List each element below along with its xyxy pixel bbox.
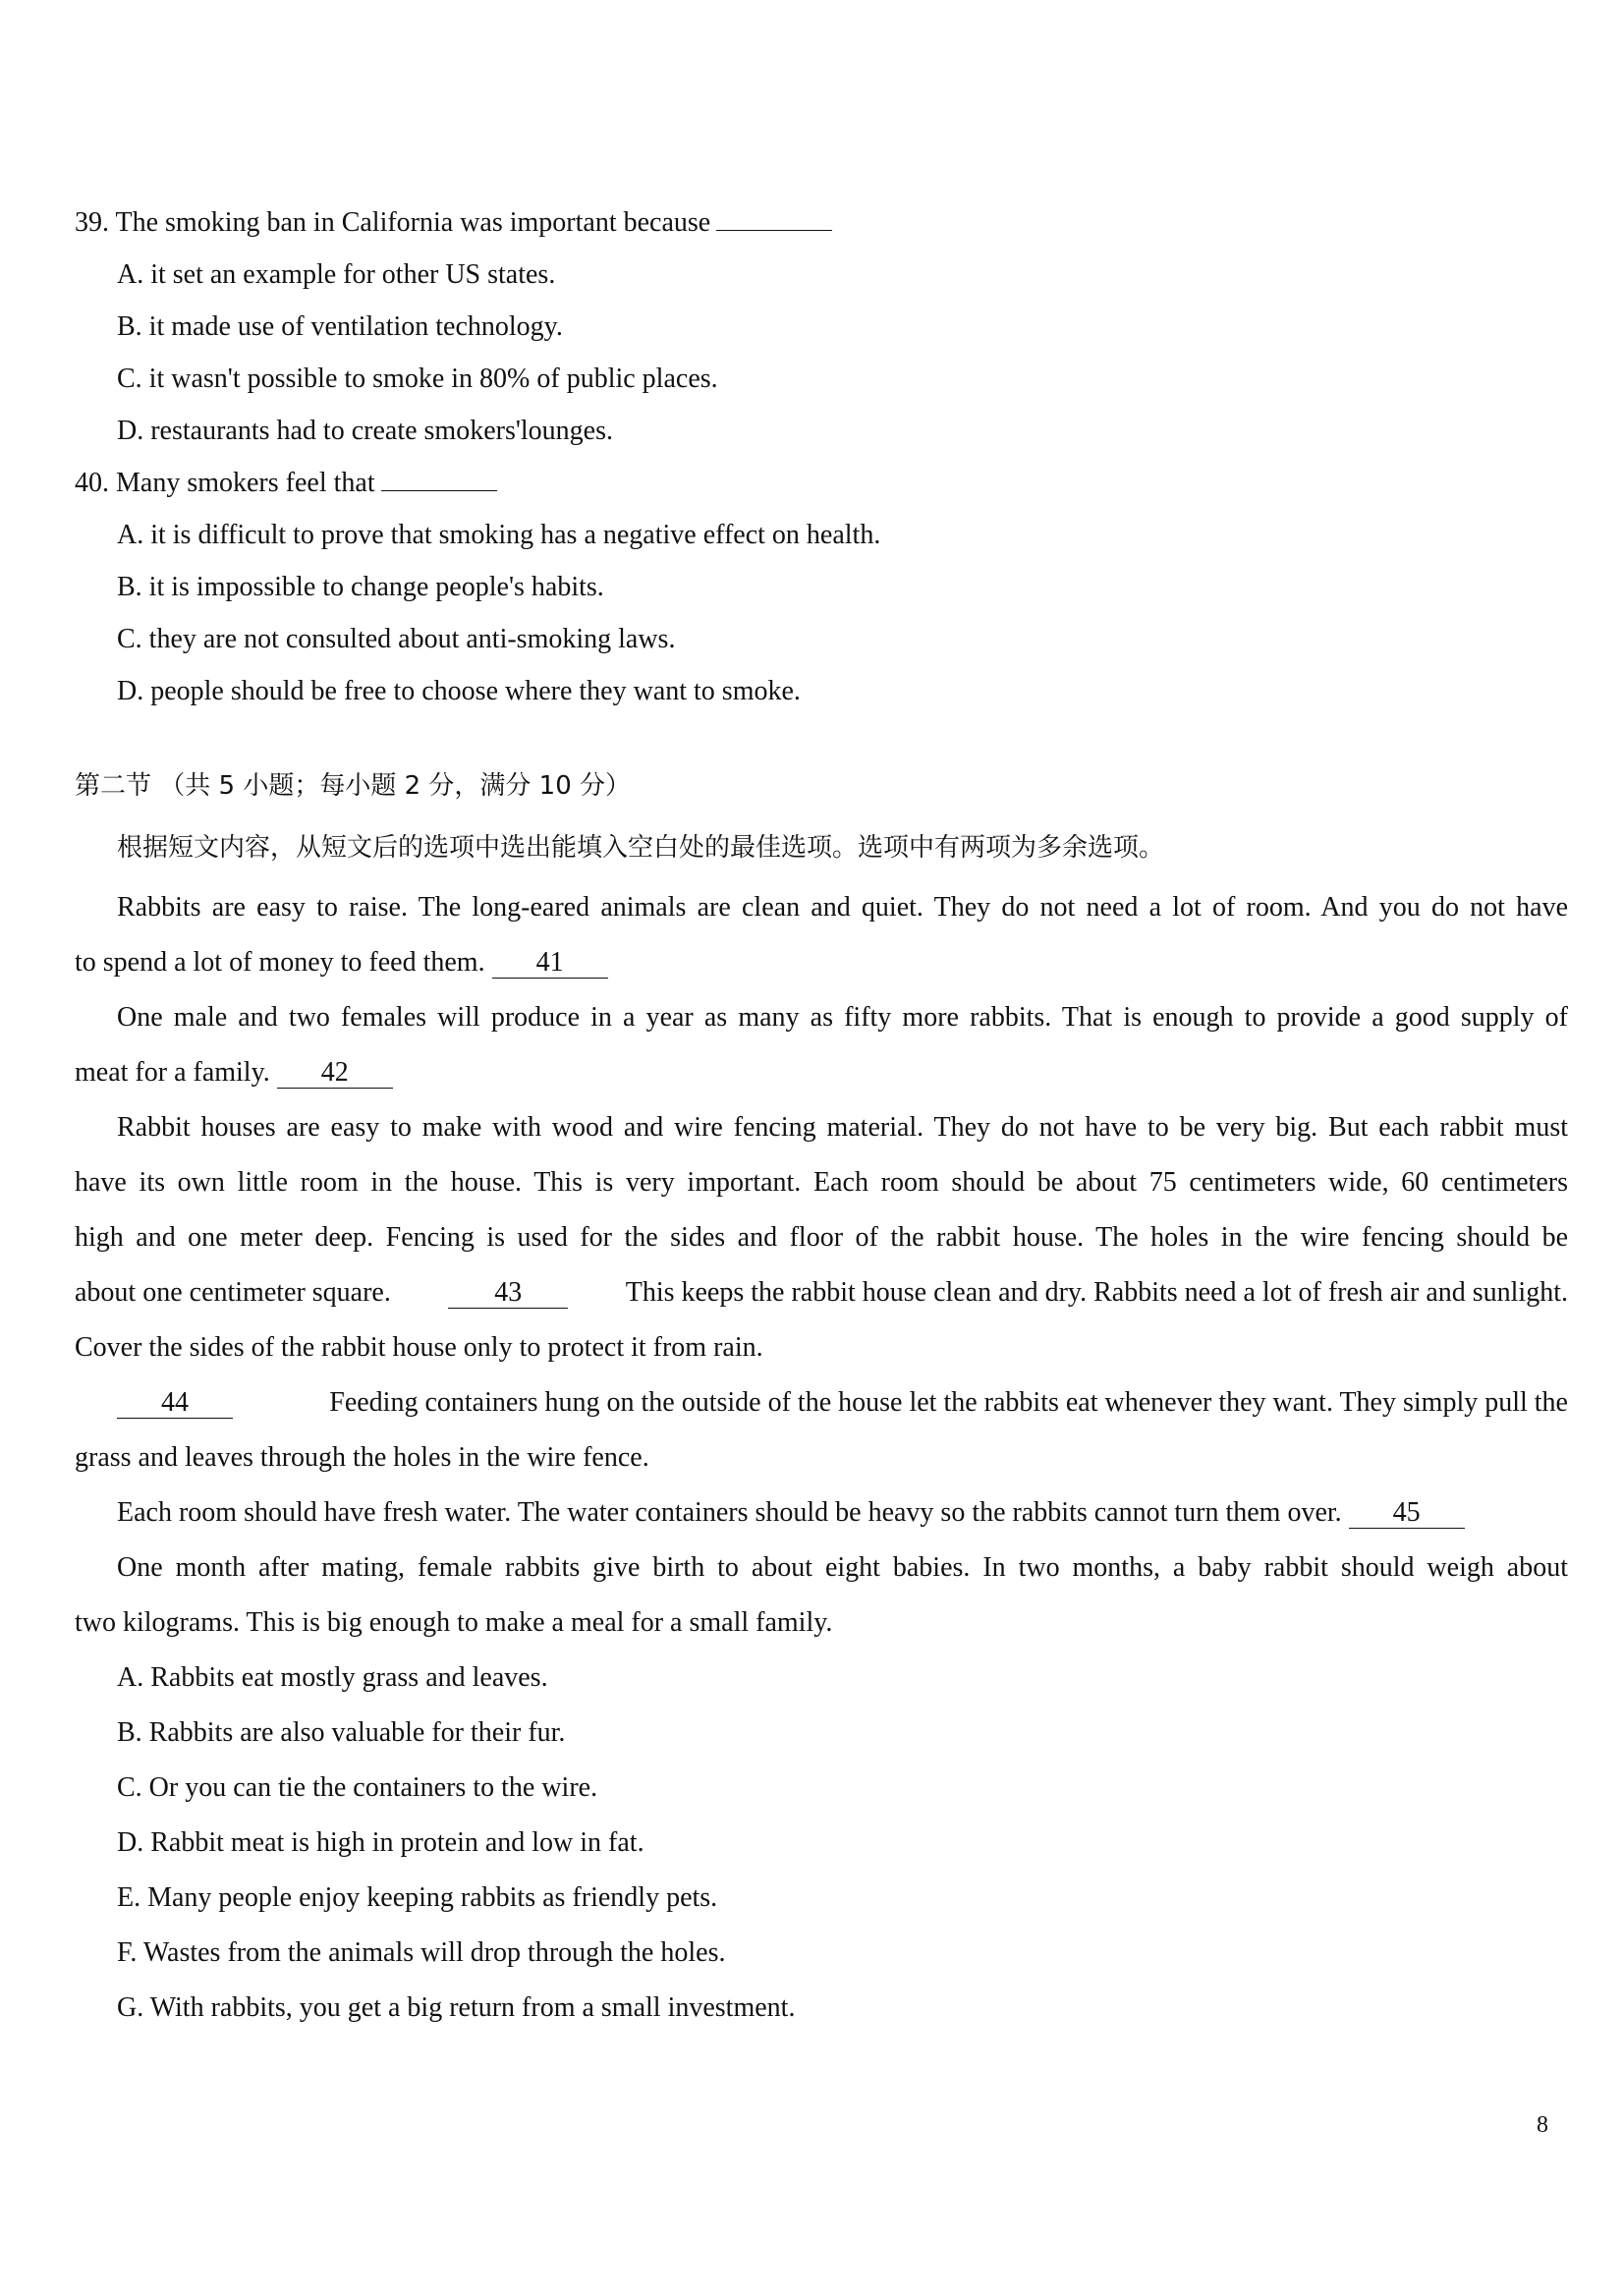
- passage-line: [75, 935, 1568, 990]
- choice-g: G. With rabbits, you get a big return from a small investment.: [117, 1992, 796, 2023]
- q39-option-b: B. it made use of ventilation technology.: [117, 311, 563, 342]
- choice-f: F. Wastes from the animals will drop through the holes.: [117, 1937, 726, 1968]
- answer-blank: [716, 208, 832, 231]
- choice-b: B. Rabbits are also valuable for their fur.: [117, 1717, 566, 1748]
- q40-option-d: D. people should be free to choose where they want to smoke.: [117, 676, 801, 706]
- passage-line: Cover the sides of the rabbit house only to protect it from rain.: [75, 1332, 763, 1363]
- passage-text: meat for a family.: [75, 1057, 270, 1088]
- passage-line: Rabbit houses are easy to make with wood and wire fencing material. They do not have to be very big. But each rabbit must: [117, 1112, 1568, 1143]
- blank-43: 43: [448, 1278, 568, 1309]
- passage-line: One male and two females will produce in a year as many as fifty more rabbits. That is enough to provide a good supply of: [117, 1002, 1568, 1033]
- passage-line: Rabbits are easy to raise. The long-eared animals are clean and quiet. They do not need a lot of room. And you do not have: [117, 892, 1568, 923]
- q40-option-b: B. it is impossible to change people's habits.: [117, 572, 604, 602]
- blank-42: 42: [277, 1058, 393, 1089]
- passage-line: high and one meter deep. Fencing is used for the sides and floor of the rabbit house. The holes in the wire fencing should be: [75, 1222, 1568, 1253]
- question-40-stem: 40. Many smokers feel that: [75, 468, 375, 498]
- choice-c: C. Or you can tie the containers to the wire.: [117, 1772, 598, 1803]
- passage-text: to spend a lot of money to feed them.: [75, 947, 485, 978]
- choice-e: E. Many people enjoy keeping rabbits as friendly pets.: [117, 1882, 718, 1913]
- blank-45: 45: [1349, 1498, 1465, 1529]
- passage-line: One month after mating, female rabbits give birth to about eight babies. In two months, a baby rabbit should weigh about: [117, 1552, 1568, 1583]
- question-40: [75, 457, 1568, 509]
- choice-d: D. Rabbit meat is high in protein and low in fat.: [117, 1827, 644, 1858]
- q39-option-d: D. restaurants had to create smokers'lounges.: [117, 416, 613, 446]
- document-page: [75, 196, 1568, 2036]
- answer-blank: [381, 469, 497, 491]
- page-number: 8: [1537, 2112, 1548, 2138]
- question-39: [75, 196, 1568, 249]
- passage-text: Each room should have fresh water. The water containers should be heavy so the rabbits cannot turn them over.: [117, 1497, 1342, 1528]
- passage-text: This keeps the rabbit house clean and dry. Rabbits need a lot of fresh air and sunlight.: [625, 1277, 1568, 1308]
- section-title: 第二节 （共 5 小题；每小题 2 分，满分 10 分）: [75, 771, 632, 801]
- passage-line: [75, 1265, 1568, 1320]
- passage-text: Feeding containers hung on the outside of the house let the rabbits eat whenever they want. They simply pull the: [329, 1387, 1568, 1418]
- passage-line: have its own little room in the house. This is very important. Each room should be about 75 centimeters wide, 60 centimeters: [75, 1167, 1568, 1198]
- q40-option-a: A. it is difficult to prove that smoking has a negative effect on health.: [117, 520, 881, 550]
- q39-option-c: C. it wasn't possible to smoke in 80% of public places.: [117, 364, 718, 394]
- blank-41: 41: [492, 948, 608, 979]
- choice-list: [75, 1651, 1568, 2036]
- passage-line: [75, 1375, 1568, 1430]
- blank-44: 44: [117, 1388, 233, 1419]
- passage-line: [75, 1485, 1568, 1540]
- choice-a: A. Rabbits eat mostly grass and leaves.: [117, 1662, 548, 1693]
- q40-option-c: C. they are not consulted about anti-smoking laws.: [117, 624, 676, 654]
- question-39-stem: 39. The smoking ban in California was important because: [75, 207, 711, 238]
- section-instruction: 根据短文内容，从短文后的选项中选出能填入空白处的最佳选项。选项中有两项为多余选项。: [117, 833, 1165, 863]
- passage-text: about one centimeter square.: [75, 1277, 391, 1308]
- passage-line: grass and leaves through the holes in the wire fence.: [75, 1442, 649, 1473]
- passage-line: two kilograms. This is big enough to make a meal for a small family.: [75, 1607, 833, 1638]
- passage: [75, 880, 1568, 1651]
- passage-line: [75, 1045, 1568, 1100]
- q39-option-a: A. it set an example for other US states.: [117, 259, 556, 290]
